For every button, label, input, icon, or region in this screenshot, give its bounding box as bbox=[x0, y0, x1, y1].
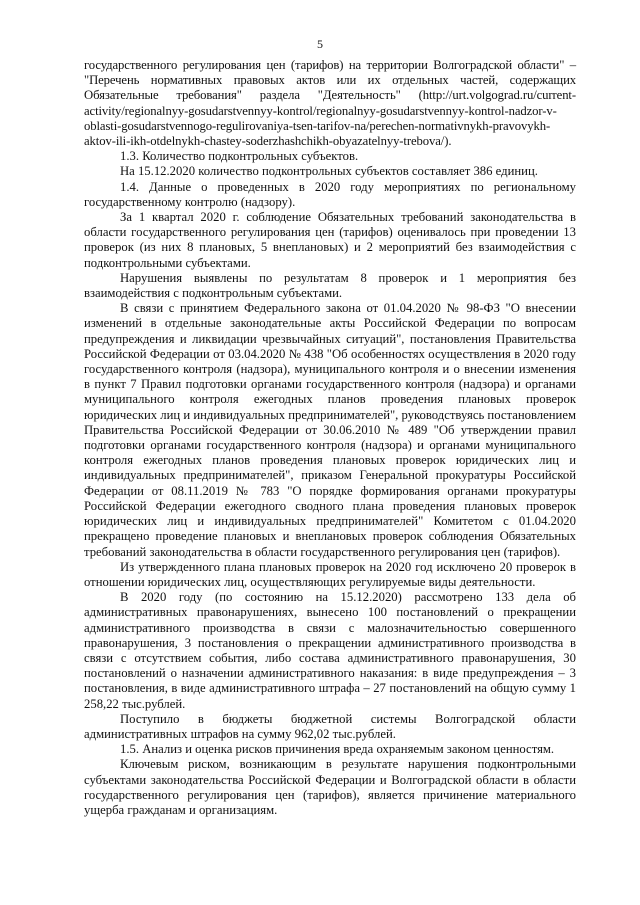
paragraph-violations: Нарушения выявлены по результатам 8 проверок и 1 мероприятия без взаимодействия с подконтрольным субъектами. bbox=[84, 270, 576, 301]
page-number: 5 bbox=[317, 37, 323, 51]
heading-1-5-risk-analysis: 1.5. Анализ и оценка рисков причинения вреда охраняемым законом ценностям. bbox=[120, 742, 555, 757]
paragraph-excluded-inspections: Из утвержденного плана плановых проверок на 2020 год исключено 20 проверок в отношении юридических лиц, осуществляющих регулируемые виды деятельности. bbox=[84, 559, 576, 589]
heading-1-3-subject-count: 1.3. Количество подконтрольных субъектов. bbox=[120, 149, 359, 164]
paragraph-fines-received: Поступило в бюджеты бюджетной системы Волгоградской области административных штрафов на сумму 962,02 тыс.рублей. bbox=[84, 711, 576, 741]
paragraph-q1-inspections: За 1 квартал 2020 г. соблюдение Обязательных требований законодательства в области государственного регулирования цен (тарифов) оценивалось при проведении 13 проверок (из них 8 плановых, 5 внеплановых) и 2 мероприятий без взаимодействия с подконтрольными субъектами. bbox=[84, 210, 576, 270]
paragraph-subject-count: На 15.12.2020 количество подконтрольных субъектов составляет 386 единиц. bbox=[120, 164, 538, 179]
paragraph-federal-law: В связи с принятием Федерального закона от 01.04.2020 № 98-ФЗ "О внесении изменений в отдельные законодательные акты Российской Федерации по вопросам предупреждения и ликвидации чрезвычайных ситуаций", постановления Правительства Российской Федерации от 03.04.2020 № 438 "Об особенностях осуществления в 2020 году государственного контроля (надзора), муниципального контроля и о внесении изменения в пункт 7 Правил подготовки органами государственного контроля (надзора) и органами муниципального контроля ежегодных планов проведения плановых проверок юридических лиц и индивидуальных предпринимателей", руководствуясь постановлением Правительства Российской Федерации от 30.06.2010 № 489 "Об утверждении правил подготовки органами государственного контроля (надзора) и органами муниципального контроля ежегодных планов проведения плановых проверок юридических лиц и индивидуальных предпринимателей", приказом Генеральной прокуратуры Российской Федерации от 08.11.2019 № 783 "О порядке формирования органами прокуратуры Российской Федерации ежегодного сводного плана проведения плановых проверок юридических лиц и индивидуальных предпринимателей" Комитетом с 01.04.2020 прекращено проведение плановых и внеплановых проверок соблюдения Обязательных требований законодательства в области государственного регулирования цен (тарифов). bbox=[84, 301, 576, 559]
paragraph-administrative-cases: В 2020 году (по состоянию на 15.12.2020) рассмотрено 133 дела об административных правонарушениях, вынесено 100 постановлений о прекращении административного производства в связи с малозначительностью совершенного правонарушения, 3 постановления о прекращении административного производства в связи с отсутствием события, либо состава административного правонарушения, 30 постановлений о назначении административного наказания: в виде предупреждения – 3 постановления, в виде административного штрафа – 27 постановлений на общую сумму 1 258,22 тыс.рублей. bbox=[84, 590, 576, 711]
heading-1-4-control-events: 1.4. Данные о проведенных в 2020 году мероприятиях по региональному государственному контролю (надзору). bbox=[84, 179, 576, 209]
paragraph-key-risk: Ключевым риском, возникающим в результате нарушения подконтрольными субъектами законодательства Российской Федерации и Волгоградской области в области государственного регулирования цен (тарифов), является причинение материального ущерба гражданам и организациям. bbox=[84, 757, 576, 817]
document-body bbox=[84, 58, 576, 818]
paragraph-regulation-link: государственного регулирования цен (тарифов) на территории Волгоградской области" – "Перечень нормативных правовых актов или их отдельных частей, содержащих Обязательные требования" раздела "Деятельность" (http://urt.volgograd.ru/current-activity/regionalnyy-gosudarstvennyy-kontrol/regionalnyy-gosudarstvennyy-kontrol-nadzor-v-oblasti-gosudarstvennogo-regulirovaniya-tsen-tarifov-na/perechen-normativnykh-pravovykh-aktov-ili-ikh-otdelnykh-chastey-soderzhashchikh-obyazatelnyy-trebova/). bbox=[84, 58, 576, 149]
